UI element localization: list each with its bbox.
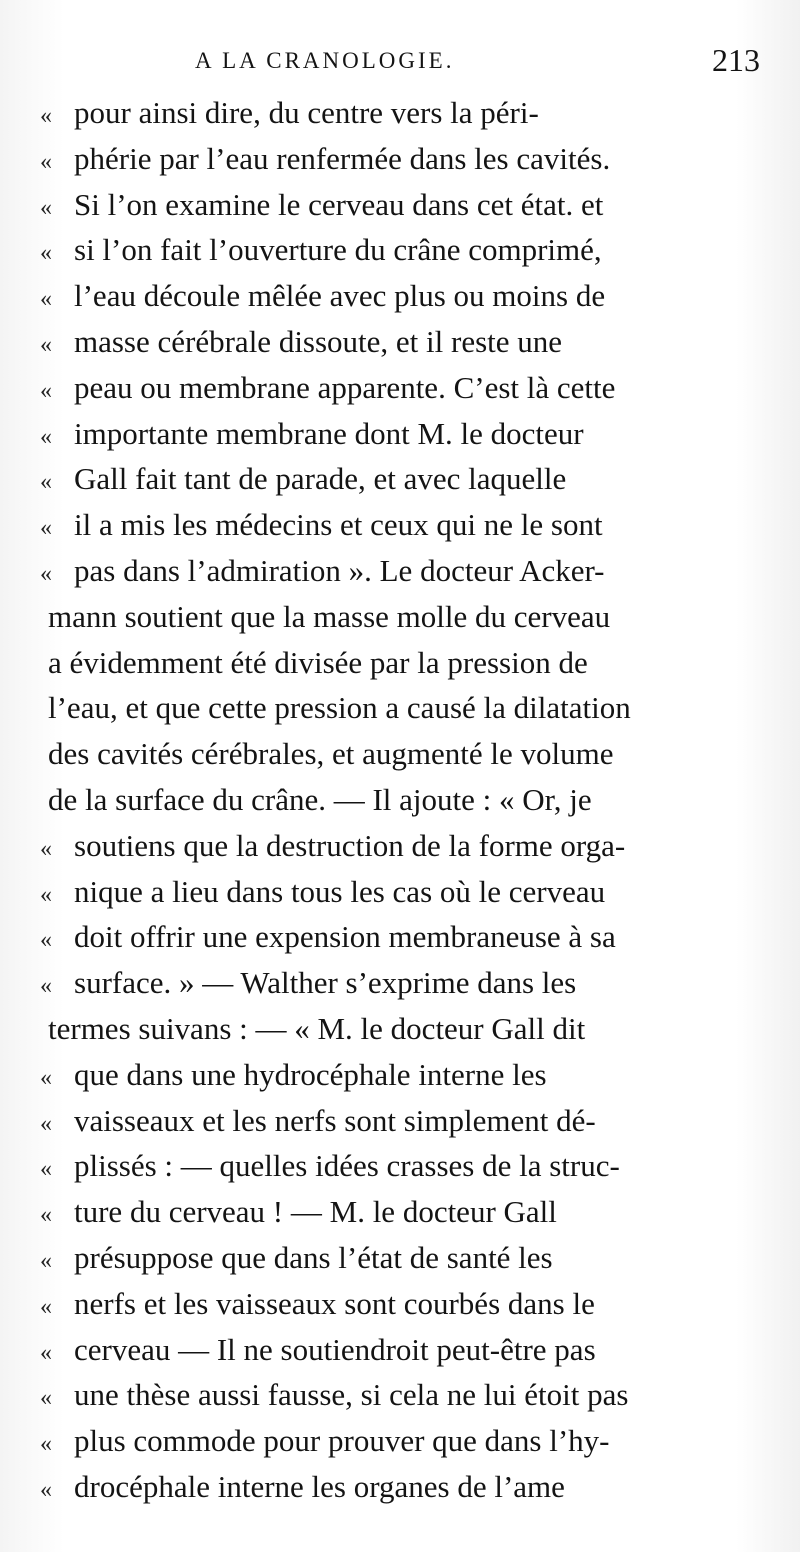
text-line bbox=[40, 1327, 758, 1373]
text-line bbox=[40, 685, 758, 731]
line-text: pour ainsi dire, du centre vers la péri- bbox=[74, 95, 539, 130]
line-text: masse cérébrale dissoute, et il reste une bbox=[74, 323, 563, 359]
text-line bbox=[40, 548, 758, 594]
text-line bbox=[40, 1189, 758, 1235]
line-text: si l’on fait l’ouverture du crâne comprimé, bbox=[74, 232, 602, 268]
quote-mark: « bbox=[40, 1431, 52, 1458]
text-line bbox=[40, 914, 758, 960]
text-line bbox=[40, 182, 758, 228]
text-line bbox=[40, 640, 758, 686]
quote-mark: « bbox=[40, 515, 52, 542]
line-text: cerveau — Il ne soutiendroit peut-être pas bbox=[74, 1331, 596, 1367]
line-text: a évidemment été divisée par la pression de bbox=[48, 644, 588, 680]
line-text: vaisseaux et les nerfs sont simplement dé- bbox=[74, 1102, 596, 1138]
text-line bbox=[40, 227, 758, 273]
quote-mark: « bbox=[40, 194, 52, 221]
text-line bbox=[40, 411, 758, 457]
line-text: surface. » — Walther s’exprime dans les bbox=[74, 965, 577, 1001]
quote-mark: « bbox=[40, 927, 52, 954]
text-line bbox=[40, 1235, 758, 1281]
text-line bbox=[40, 1143, 758, 1189]
quote-mark: « bbox=[40, 331, 52, 358]
line-text: soutiens que la destruction de la forme orga- bbox=[74, 827, 626, 863]
text-line bbox=[40, 731, 758, 777]
line-text: l’eau découle mêlée avec plus ou moins de bbox=[74, 278, 606, 314]
page-number: 213 bbox=[712, 42, 760, 78]
line-text: il a mis les médecins et ceux qui ne le sont bbox=[74, 507, 603, 543]
text-line bbox=[40, 1281, 758, 1327]
running-head: A LA CRANOLOGIE. bbox=[195, 48, 455, 73]
text-line bbox=[40, 594, 758, 640]
line-text: une thèse aussi fausse, si cela ne lui étoit pas bbox=[74, 1377, 629, 1413]
line-text: termes suivans : — « M. le docteur Gall dit bbox=[48, 1010, 586, 1046]
text-line bbox=[40, 1418, 758, 1464]
text-line bbox=[40, 960, 758, 1006]
text-line bbox=[40, 90, 758, 136]
line-text: Si l’on examine le cerveau dans cet état. et bbox=[74, 186, 604, 222]
quote-mark: « bbox=[40, 1293, 52, 1320]
text-line bbox=[40, 502, 758, 548]
quote-mark: « bbox=[40, 469, 52, 496]
quote-mark: « bbox=[40, 1156, 52, 1183]
text-line bbox=[40, 273, 758, 319]
line-text: importante membrane dont M. le docteur bbox=[74, 415, 584, 451]
text-line bbox=[40, 1464, 758, 1510]
quote-mark: « bbox=[40, 1202, 52, 1229]
text-line bbox=[40, 365, 758, 411]
line-text: plus commode pour prouver que dans l’hy- bbox=[74, 1423, 610, 1459]
quote-mark: « bbox=[40, 1064, 52, 1091]
text-line bbox=[40, 136, 758, 182]
quote-mark: « bbox=[40, 1476, 52, 1503]
text-line bbox=[40, 1098, 758, 1144]
line-text: plissés : — quelles idées crasses de la struc- bbox=[74, 1148, 620, 1184]
quote-mark: « bbox=[40, 1110, 52, 1137]
quote-mark: « bbox=[40, 286, 52, 313]
line-text: nerfs et les vaisseaux sont courbés dans le bbox=[74, 1285, 595, 1321]
quote-mark: « bbox=[40, 240, 52, 267]
line-text: des cavités cérébrales, et augmenté le volume bbox=[48, 736, 614, 772]
line-text: mann soutient que la masse molle du cerveau bbox=[48, 598, 611, 634]
text-line bbox=[40, 823, 758, 869]
quote-mark: « bbox=[40, 103, 52, 129]
quote-mark: « bbox=[40, 377, 52, 404]
line-text: phérie par l’eau renfermée dans les cavités. bbox=[74, 140, 611, 176]
quote-mark: « bbox=[40, 835, 52, 862]
line-text: que dans une hydrocéphale interne les bbox=[74, 1056, 547, 1092]
text-line bbox=[40, 1052, 758, 1098]
quote-mark: « bbox=[40, 423, 52, 450]
quote-mark: « bbox=[40, 1385, 52, 1412]
line-text: ture du cerveau ! — M. le docteur Gall bbox=[74, 1194, 557, 1230]
line-text: Gall fait tant de parade, et avec laquelle bbox=[74, 461, 567, 497]
line-text: nique a lieu dans tous les cas où le cerveau bbox=[74, 873, 606, 909]
line-text: doit offrir une expension membraneuse à sa bbox=[74, 919, 616, 955]
quote-mark: « bbox=[40, 881, 52, 908]
text-line bbox=[40, 869, 758, 915]
quote-mark: « bbox=[40, 148, 52, 175]
line-text: présuppose que dans l’état de santé les bbox=[74, 1239, 553, 1275]
text-line bbox=[40, 1372, 758, 1418]
text-line bbox=[40, 777, 758, 823]
line-text: peau ou membrane apparente. C’est là cette bbox=[74, 369, 616, 405]
text-line bbox=[40, 1006, 758, 1052]
quote-mark: « bbox=[40, 560, 52, 587]
page-header bbox=[45, 42, 760, 82]
quote-mark: « bbox=[40, 1247, 52, 1274]
line-text: pas dans l’admiration ». Le docteur Acker- bbox=[74, 552, 605, 588]
text-line bbox=[40, 456, 758, 502]
quote-mark: « bbox=[40, 1339, 52, 1366]
body-text bbox=[40, 90, 758, 1510]
text-line bbox=[40, 319, 758, 365]
line-text: drocéphale interne les organes de l’ame bbox=[74, 1468, 565, 1504]
line-text: l’eau, et que cette pression a causé la dilatation bbox=[48, 690, 631, 726]
line-text: de la surface du crâne. — Il ajoute : « Or, je bbox=[48, 781, 592, 817]
quote-mark: « bbox=[40, 973, 52, 1000]
